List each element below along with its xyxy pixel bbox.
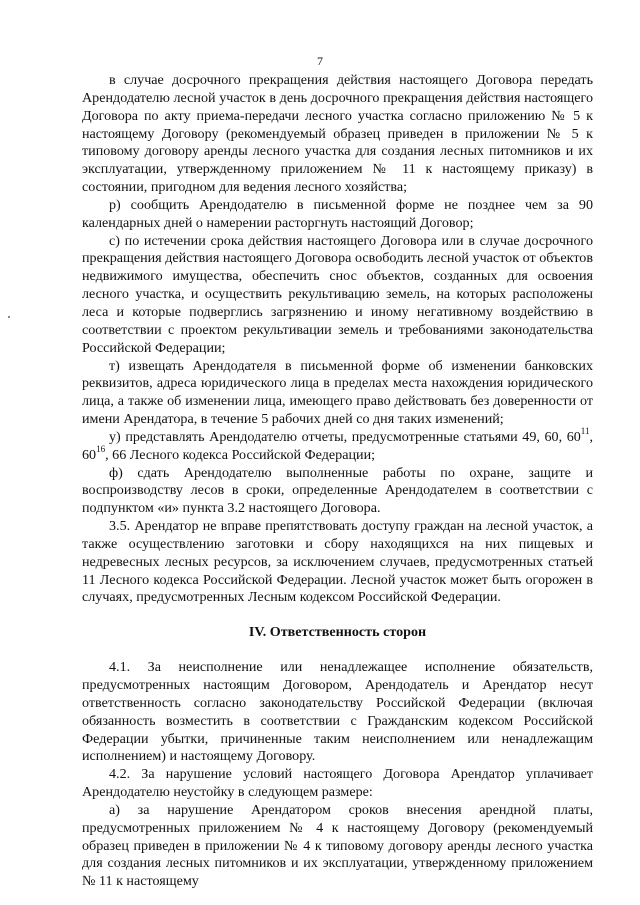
paragraph-continuation: в случае досрочного прекращения действия настоящего Договора передать Арендодателю лесной участок в день досрочного прекращения действия настоящего Договора по акту приема-передачи лесного участка согласно приложению № 5 к настоящему Договору (рекомендуемый образец приведен в приложении № 5 к типовому договору аренды лесного участка для создания лесных питомников и их эксплуатации, утвержденному приложением № 11 к настоящему приказу) в состоянии, пригодном для ведения лесного хозяйства; xyxy=(82,72,593,196)
paragraph-u-text-end: , 66 Лесного кодекса Российской Федерации; xyxy=(105,446,376,463)
scan-mark xyxy=(8,316,10,318)
paragraph-s: с) по истечении срока действия настоящего Договора или в случае досрочного прекращения действия настоящего Договора освободить лесной участок от объектов недвижимого имущества, обеспечить снос объектов, созданных для освоения лесного участка, и осуществить рекультивацию земель, на которых расположены леса и которые подверглись загрязнению и иному негативному воздействию в соответствии с проектом рекультивации земель и требованиями законодательства Российской Федерации; xyxy=(82,232,593,356)
paragraph-3-5: 3.5. Арендатор не вправе препятствовать доступу граждан на лесной участок, а также осуществлению заготовки и сбору находящихся на них пищевых и недревесных лесных ресурсов, за исключением случаев, предусмотренных статьей 11 Лесного кодекса Российской Федерации. Лесной участок может быть огорожен в случаях, предусмотренных Лесным кодексом Российской Федерации. xyxy=(82,518,593,606)
paragraph-r: р) сообщить Арендодателю в письменной форме не позднее чем за 90 календарных дней о намерении расторгнуть настоящий Договор; xyxy=(82,196,593,231)
paragraph-u-text-mid: , 60 xyxy=(82,428,593,463)
superscript-11: 11 xyxy=(580,426,590,437)
section-heading: IV. Ответственность сторон xyxy=(248,624,427,641)
paragraph-f: ф) сдать Арендодателю выполненные работы по охране, защите и воспроизводству лесов в сроки, определенные Арендодателем в соответствии с подпунктом «и» пункта 3.2 настоящего Договора. xyxy=(82,464,593,517)
paragraph-4-1: 4.1. За неисполнение или ненадлежащее исполнение обязательств, предусмотренных настоящим Договором, Арендодатель и Арендатор несут ответственность согласно законодательству Российской Федерации (включая обязанность возместить в соответствии с Гражданским кодексом Российской Федерации убытки, причиненные таким неисполнением или ненадлежащим исполнением) и настоящему Договору. xyxy=(82,659,593,765)
paragraph-t: т) извещать Арендодателя в письменной форме об изменении банковских реквизитов, адреса юридического лица в пределах места нахождения юридического лица, а также об изменении лица, имеющего право действовать без доверенности от имени Арендатора, в течение 5 рабочих дней со дня таких изменений; xyxy=(82,357,593,428)
paragraph-4-2: 4.2. За нарушение условий настоящего Договора Арендатор уплачивает Арендодателю неустойку в следующем размере: xyxy=(82,766,593,801)
paragraph-u xyxy=(82,426,593,465)
paragraph-a: а) за нарушение Арендатором сроков внесения арендной платы, предусмотренных приложением № 4 к настоящему Договору (рекомендуемый образец приведен в приложении № 4 к типовому договору аренды лесного участка для создания лесных питомников и их эксплуатации, утвержденному приложением № 11 к настоящему xyxy=(82,801,593,890)
document-body xyxy=(82,72,593,891)
superscript-16: 16 xyxy=(96,444,106,455)
page-number: 7 xyxy=(317,54,323,68)
paragraph-u-text-start: у) представлять Арендодателю отчеты, предусмотренные статьями 49, 60, 60 xyxy=(109,428,581,445)
